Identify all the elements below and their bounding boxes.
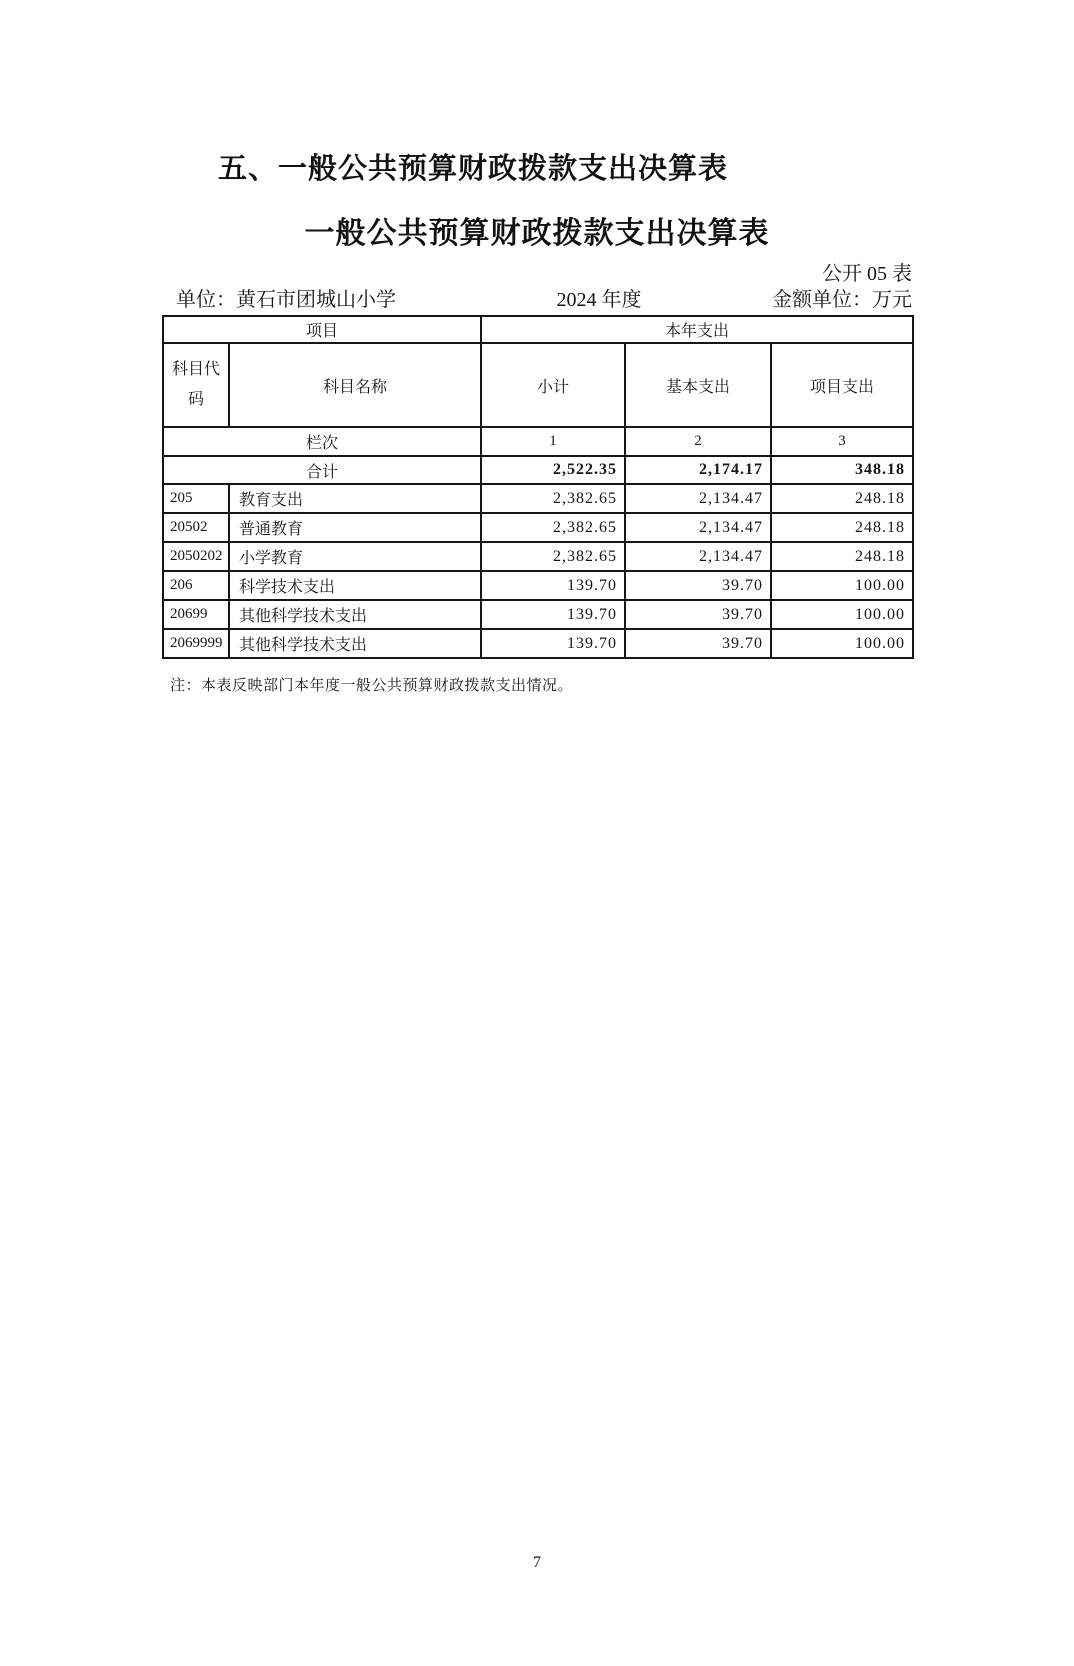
header-subject-name: 科目名称 bbox=[229, 343, 481, 427]
cell-subtotal: 2,382.65 bbox=[481, 484, 625, 513]
total-label: 合计 bbox=[163, 456, 481, 484]
table-code-label: 公开 05 表 bbox=[822, 263, 912, 285]
table-row bbox=[163, 513, 913, 542]
page-number: 7 bbox=[533, 1554, 541, 1571]
table-row bbox=[163, 600, 913, 629]
table-row bbox=[163, 542, 913, 571]
cell-name: 普通教育 bbox=[229, 513, 481, 542]
header-project-expenditure: 项目支出 bbox=[771, 343, 913, 427]
cell-subtotal: 139.70 bbox=[481, 571, 625, 600]
cell-name: 其他科学技术支出 bbox=[229, 629, 481, 658]
header-group-row bbox=[163, 316, 913, 343]
cell-subtotal: 2,382.65 bbox=[481, 542, 625, 571]
cell-subtotal: 139.70 bbox=[481, 600, 625, 629]
cell-name: 教育支出 bbox=[229, 484, 481, 513]
column-index-1: 1 bbox=[481, 427, 625, 456]
table-note: 注：本表反映部门本年度一般公共预算财政拨款支出情况。 bbox=[170, 678, 574, 694]
header-columns-row bbox=[163, 343, 913, 427]
table-title: 一般公共预算财政拨款支出决算表 bbox=[304, 217, 770, 250]
cell-code: 20699 bbox=[163, 600, 229, 629]
cell-basic: 2,134.47 bbox=[625, 513, 771, 542]
cell-basic: 39.70 bbox=[625, 629, 771, 658]
total-project: 348.18 bbox=[771, 456, 913, 484]
column-index-label: 栏次 bbox=[163, 427, 481, 456]
header-subtotal: 小计 bbox=[481, 343, 625, 427]
total-basic: 2,174.17 bbox=[625, 456, 771, 484]
cell-name: 其他科学技术支出 bbox=[229, 600, 481, 629]
cell-name: 小学教育 bbox=[229, 542, 481, 571]
cell-project: 248.18 bbox=[771, 484, 913, 513]
cell-code: 2050202 bbox=[163, 542, 229, 571]
cell-project: 100.00 bbox=[771, 629, 913, 658]
cell-project: 100.00 bbox=[771, 600, 913, 629]
total-subtotal: 2,522.35 bbox=[481, 456, 625, 484]
table-row bbox=[163, 484, 913, 513]
header-basic-expenditure: 基本支出 bbox=[625, 343, 771, 427]
cell-basic: 39.70 bbox=[625, 600, 771, 629]
header-group-project: 项目 bbox=[163, 316, 481, 343]
header-subject-code: 科目代码 bbox=[163, 343, 229, 427]
document-page bbox=[0, 146, 1074, 1571]
unit-label: 单位：黄石市团城山小学 bbox=[176, 289, 396, 311]
cell-subtotal: 2,382.65 bbox=[481, 513, 625, 542]
cell-subtotal: 139.70 bbox=[481, 629, 625, 658]
cell-code: 205 bbox=[163, 484, 229, 513]
expenditure-table bbox=[162, 315, 914, 659]
cell-project: 100.00 bbox=[771, 571, 913, 600]
table-row bbox=[163, 629, 913, 658]
column-index-3: 3 bbox=[771, 427, 913, 456]
cell-code: 206 bbox=[163, 571, 229, 600]
table-meta-line bbox=[162, 287, 912, 314]
amount-unit-label: 金额单位：万元 bbox=[772, 289, 912, 311]
total-row bbox=[163, 456, 913, 484]
column-index-2: 2 bbox=[625, 427, 771, 456]
cell-code: 20502 bbox=[163, 513, 229, 542]
cell-project: 248.18 bbox=[771, 513, 913, 542]
year-label: 2024 年度 bbox=[556, 289, 642, 311]
cell-name: 科学技术支出 bbox=[229, 571, 481, 600]
table-content-area bbox=[162, 261, 912, 695]
cell-basic: 2,134.47 bbox=[625, 484, 771, 513]
header-group-year-expenditure: 本年支出 bbox=[481, 316, 913, 343]
cell-basic: 2,134.47 bbox=[625, 542, 771, 571]
section-title: 五、一般公共预算财政拨款支出决算表 bbox=[218, 153, 729, 185]
cell-project: 248.18 bbox=[771, 542, 913, 571]
column-index-row bbox=[163, 427, 913, 456]
cell-basic: 39.70 bbox=[625, 571, 771, 600]
table-row bbox=[163, 571, 913, 600]
cell-code: 2069999 bbox=[163, 629, 229, 658]
